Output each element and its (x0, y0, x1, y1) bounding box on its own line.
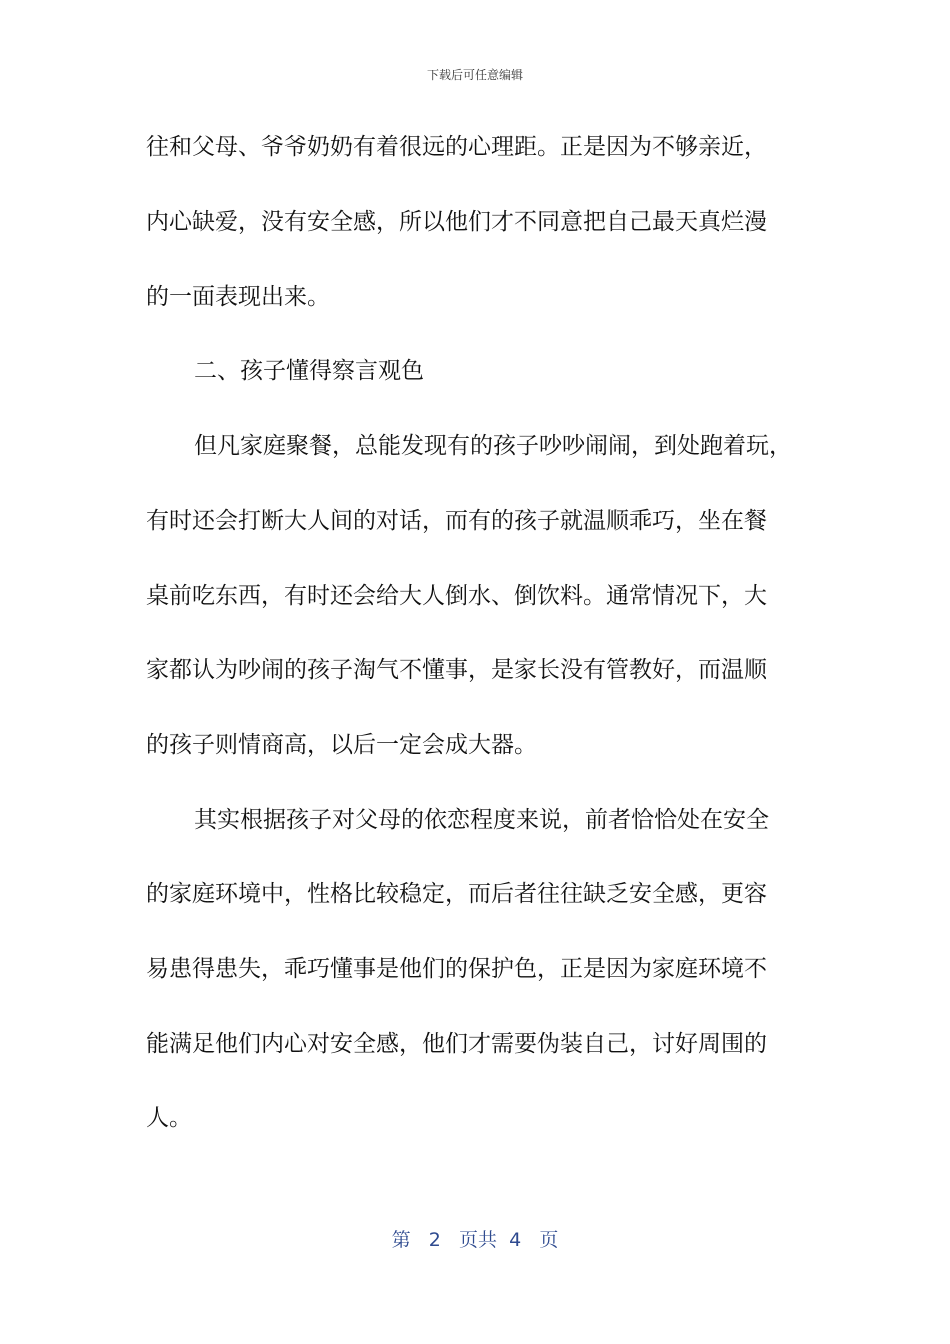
body-line-11: 的家庭环境中，性格比较稳定，而后者往往缺乏安全感，更容 (146, 881, 767, 907)
body-line-14: 人。 (146, 1105, 192, 1131)
body-line-6: 有时还会打断大人间的对话，而有的孩子就温顺乖巧，坐在餐 (146, 508, 767, 534)
body-line-7: 桌前吃东西，有时还会给大人倒水、倒饮料。通常情况下，大 (146, 583, 767, 609)
page-footer (0, 1225, 950, 1252)
footer-current-page: 2 (428, 1229, 441, 1251)
body-line-2: 内心缺爱，没有安全感，所以他们才不同意把自己最天真烂漫 (146, 209, 767, 235)
body-line-8: 家都认为吵闹的孩子淘气不懂事，是家长没有管教好，而温顺 (146, 657, 767, 683)
body-line-1: 往和父母、爷爷奶奶有着很远的心理距。正是因为不够亲近， (146, 134, 767, 160)
body-line-5: 但凡家庭聚餐，总能发现有的孩子吵吵闹闹，到处跑着玩， (194, 433, 792, 459)
footer-label-end: 页 (539, 1229, 559, 1251)
header-note: 下载后可任意编辑 (426, 68, 523, 82)
body-line-13: 能满足他们内心对安全感，他们才需要伪装自己，讨好周围的 (146, 1031, 767, 1057)
body-line-9: 的孩子则情商高，以后一定会成大器。 (146, 732, 537, 758)
section-heading: 二、孩子懂得察言观色 (194, 358, 424, 384)
footer-label-page: 第 (391, 1229, 411, 1251)
body-line-3: 的一面表现出来。 (146, 284, 330, 310)
body-line-12: 易患得患失，乖巧懂事是他们的保护色，正是因为家庭环境不 (146, 956, 767, 982)
footer-total-pages: 4 (509, 1229, 522, 1251)
footer-label-of: 页共 (459, 1229, 498, 1251)
body-line-10: 其实根据孩子对父母的依恋程度来说，前者恰恰处在安全 (194, 807, 769, 833)
